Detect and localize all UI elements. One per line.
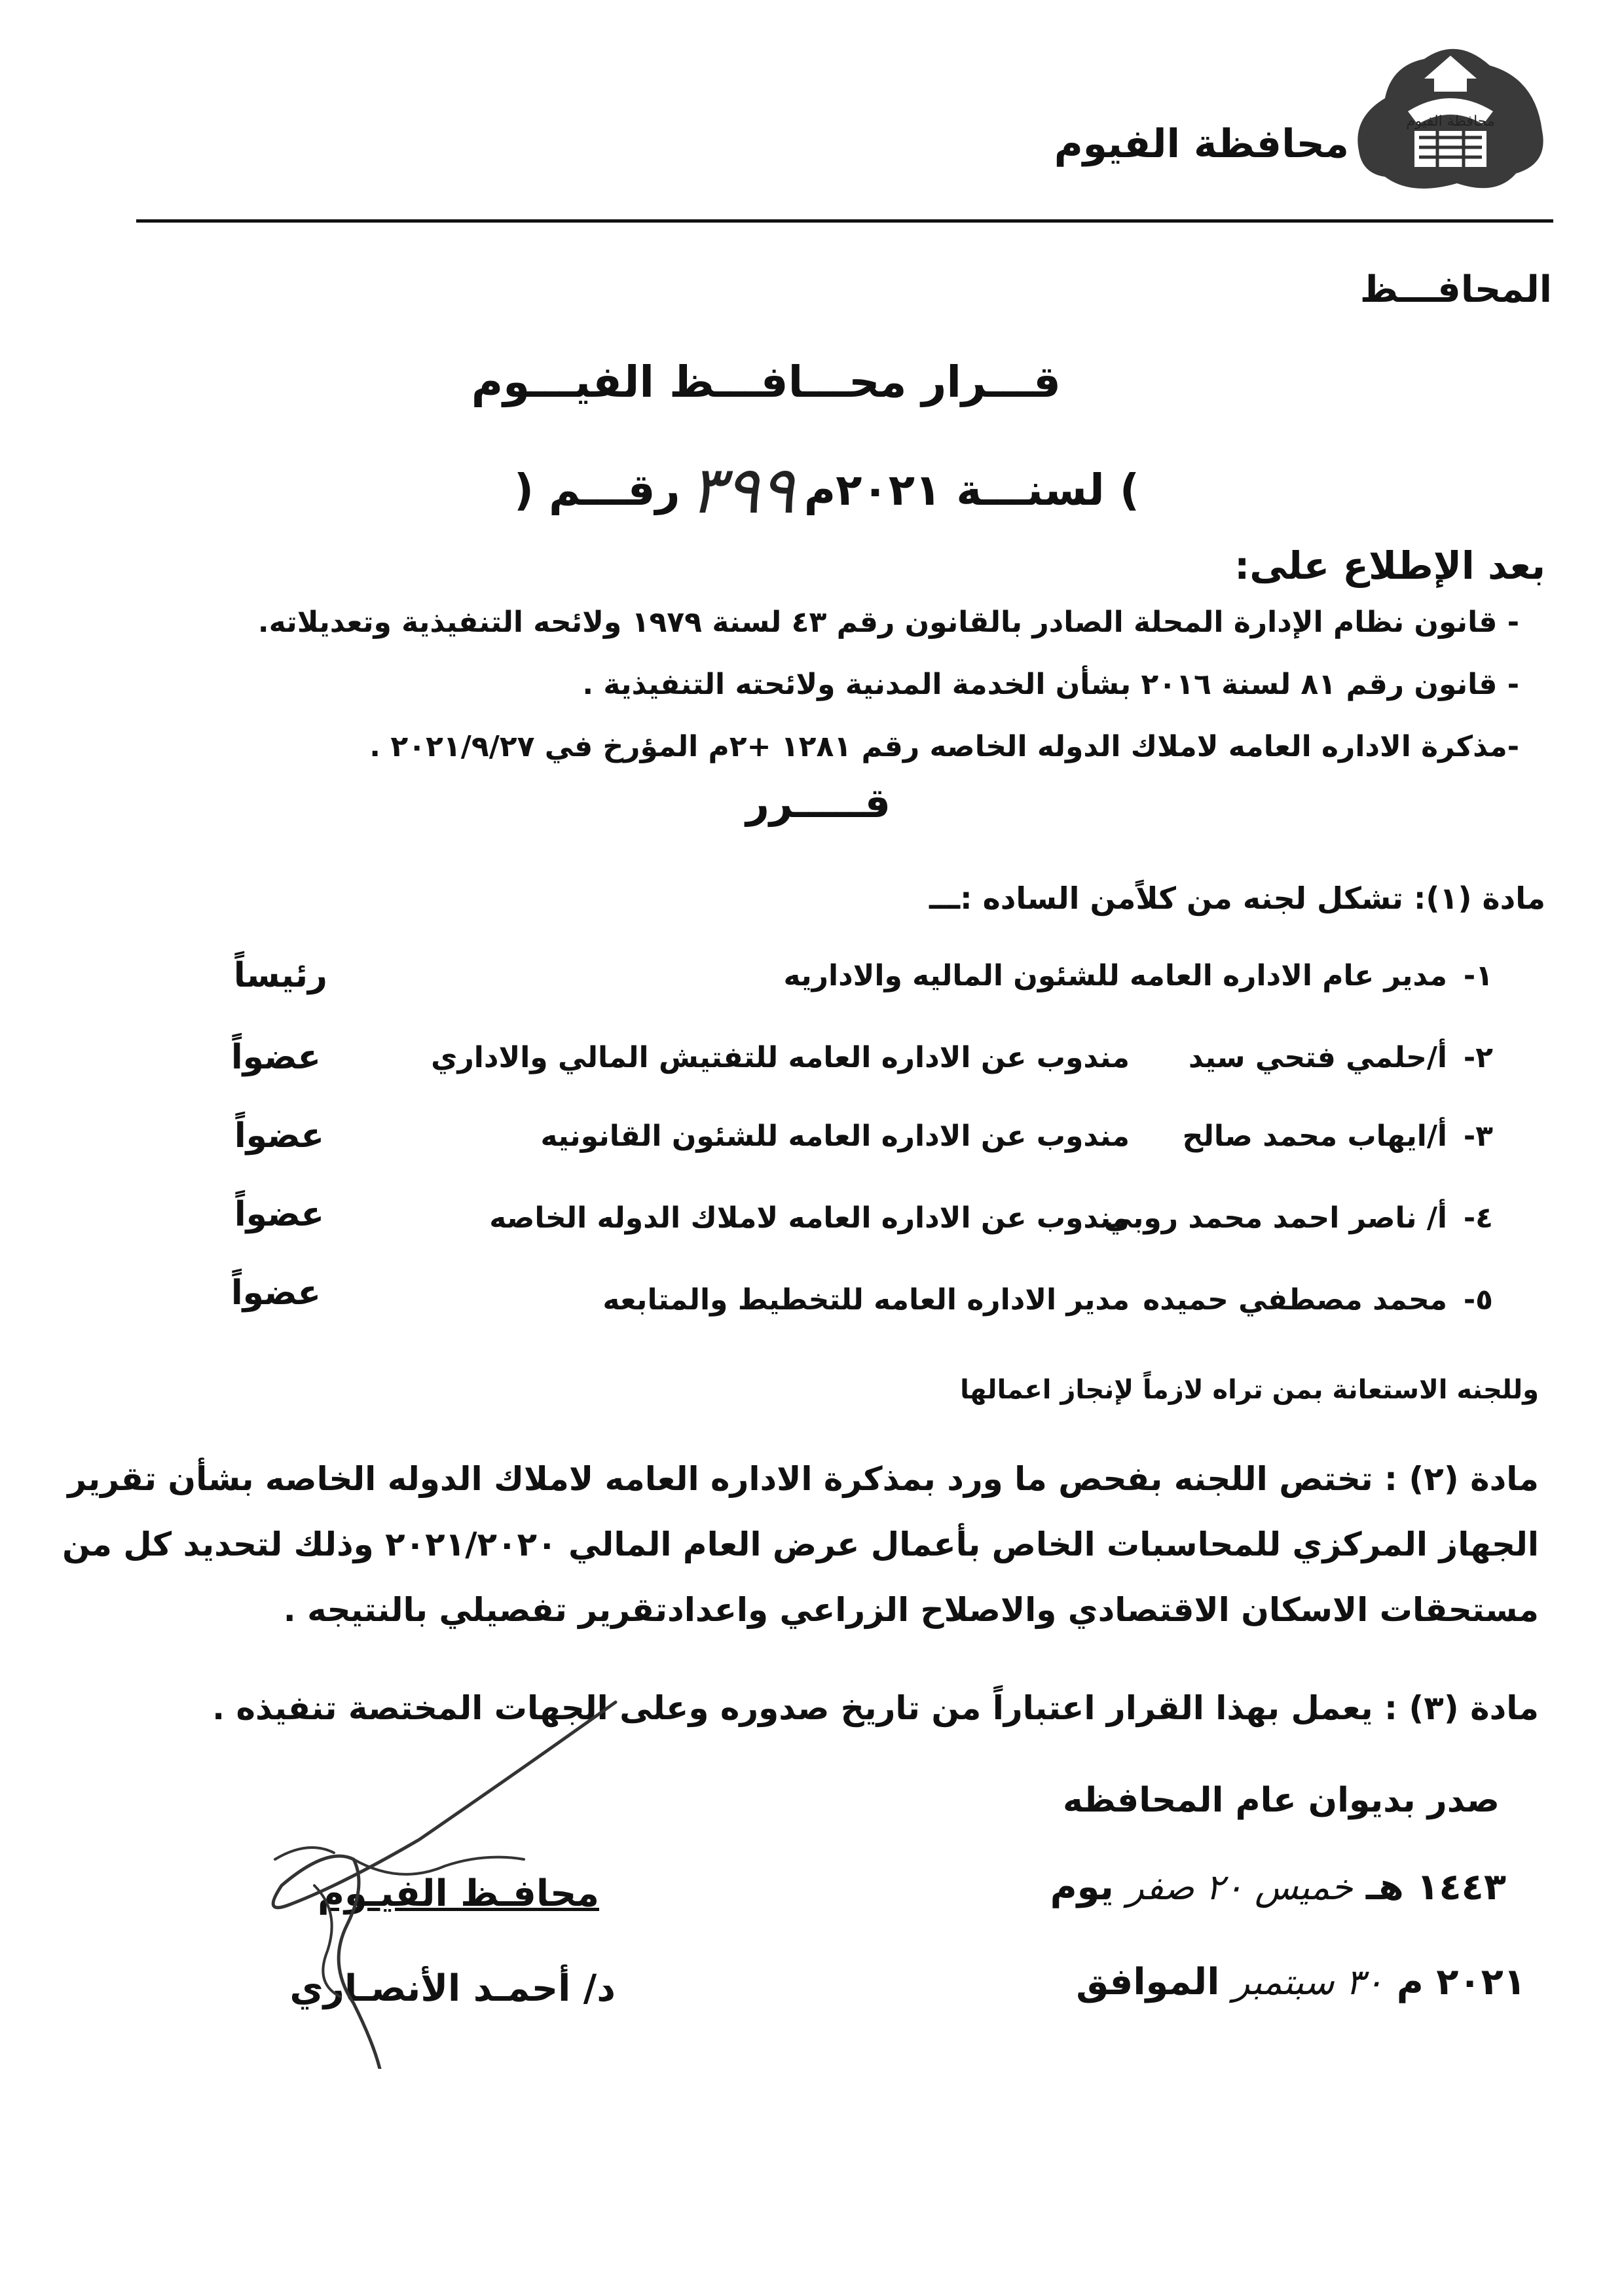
article-1-note: وللجنه الاستعانة بمن تراه لازماً لإنجاز اعمالها: [960, 1375, 1539, 1405]
decision-word: قـــــرر: [746, 779, 891, 827]
article-3-text: مادة (٣) : يعمل بهذا القرار اعتباراً من تاريخ صدوره وعلى الجهات المختصة تنفيذه .: [212, 1689, 1539, 1727]
org-name: محافظة الفيوم: [1054, 121, 1349, 167]
member-number: ٢-: [1463, 1041, 1493, 1074]
hijri-handwritten: خميس ٢٠ صفر: [1126, 1867, 1353, 1908]
header-divider: [136, 219, 1553, 223]
handwritten-signature: [249, 1689, 655, 2069]
decree-title: قـــرار محـــافـــظ الفيـــوم: [471, 357, 1061, 407]
number-prefix: رقـــم (: [513, 465, 680, 515]
article-2-line: مستحقات الاسكان الاقتصادي والاصلاح الزراعي واعدادتقرير تفصيلي بالنتيجه .: [283, 1591, 1539, 1629]
member-role: عضواً: [231, 1273, 321, 1313]
member-description: مدير الاداره العامه للتخطيط والمتابعه: [602, 1283, 1130, 1317]
member-name: أ/ ناصر احمد محمد روبي: [1103, 1201, 1447, 1235]
gregorian-date: [1076, 1961, 1526, 2003]
member-description: مندوب عن الاداره العامه لاملاك الدوله الخاصه: [489, 1201, 1130, 1235]
member-number: ١-: [1463, 959, 1493, 993]
gregorian-suffix: ٢٠٢١ م: [1396, 1961, 1526, 2003]
member-row: [216, 1283, 1493, 1322]
article-2-line: الجهاز المركزي للمحاسبات الخاص بأعمال عرض العام المالي ٢٠٢١/٢٠٢٠ وذلك لتحديد كل من: [62, 1525, 1539, 1563]
member-row: [216, 1041, 1493, 1080]
member-row: [216, 1120, 1493, 1159]
gregorian-prefix: الموافق: [1076, 1961, 1220, 2003]
member-number: ٥-: [1463, 1283, 1493, 1317]
gregorian-handwritten: ٣٠ سبتمبر: [1232, 1961, 1384, 2003]
hijri-date: [1050, 1866, 1506, 1908]
member-number: ٣-: [1463, 1120, 1493, 1153]
member-role: عضواً: [234, 1195, 324, 1234]
preamble-item: - قانون نظام الإدارة المحلة الصادر بالقانون رقم ٤٣ لسنة ١٩٧٩ ولائحه التنفيذية وتعديلاته.: [257, 606, 1519, 639]
article-2-line: مادة (٢) : تختص اللجنه بفحص ما ورد بمذكرة الاداره العامه لاملاك الدوله الخاصه بشأن تقرير: [67, 1460, 1539, 1498]
preamble-heading: بعد الإطلاع على:: [1234, 543, 1545, 588]
hijri-suffix: ١٤٤٣ هـ: [1365, 1866, 1506, 1908]
member-name: أ/ايهاب محمد صالح: [1182, 1120, 1447, 1153]
decree-number-line: [514, 452, 1139, 528]
signatory-title: محافـظ الفيـوم: [317, 1872, 599, 1915]
member-description: مندوب عن الاداره العامه للتفتيش المالي والاداري: [431, 1041, 1130, 1074]
preamble-item: -مذكرة الاداره العامه لاملاك الدوله الخاصه رقم ١٢٨١ +٢م المؤرخ في ٢٠٢١/٩/٢٧ .: [369, 730, 1519, 763]
decree-number: ٣٩٩: [689, 452, 795, 528]
member-row: [216, 1201, 1493, 1241]
hijri-prefix: يوم: [1050, 1866, 1114, 1908]
member-role: عضواً: [234, 1116, 324, 1156]
member-name: محمد مصطفي حميده: [1143, 1283, 1447, 1317]
member-number: ٤-: [1463, 1201, 1493, 1235]
article-1-heading: مادة (١): تشكل لجنه من كلاًمن الساده :ـــ: [929, 881, 1545, 916]
member-name: مدير عام الاداره العامه للشئون الماليه والاداريه: [783, 959, 1447, 993]
member-role: رئيساً: [233, 956, 327, 995]
governorate-logo: [1346, 39, 1555, 203]
office-label: المحافـــظ: [1359, 268, 1552, 311]
member-description: مندوب عن الاداره العامه للشئون القانونيه: [540, 1120, 1130, 1153]
issued-text: صدر بديوان عام المحافظه: [1062, 1781, 1500, 1820]
member-role: عضواً: [231, 1038, 321, 1077]
member-name: أ/حلمي فتحي سيد: [1188, 1041, 1447, 1074]
number-suffix: ) لسنـــة ٢٠٢١م: [803, 465, 1139, 515]
member-row: [216, 959, 1493, 998]
svg-text:محافظة الفيوم: محافظة الفيوم: [1406, 113, 1495, 130]
signatory-name: د/ أحمـد الأنصـاري: [289, 1967, 616, 2010]
preamble-item: - قانون رقم ٨١ لسنة ٢٠١٦ بشأن الخدمة المدنية ولائحته التنفيذية .: [582, 668, 1519, 701]
